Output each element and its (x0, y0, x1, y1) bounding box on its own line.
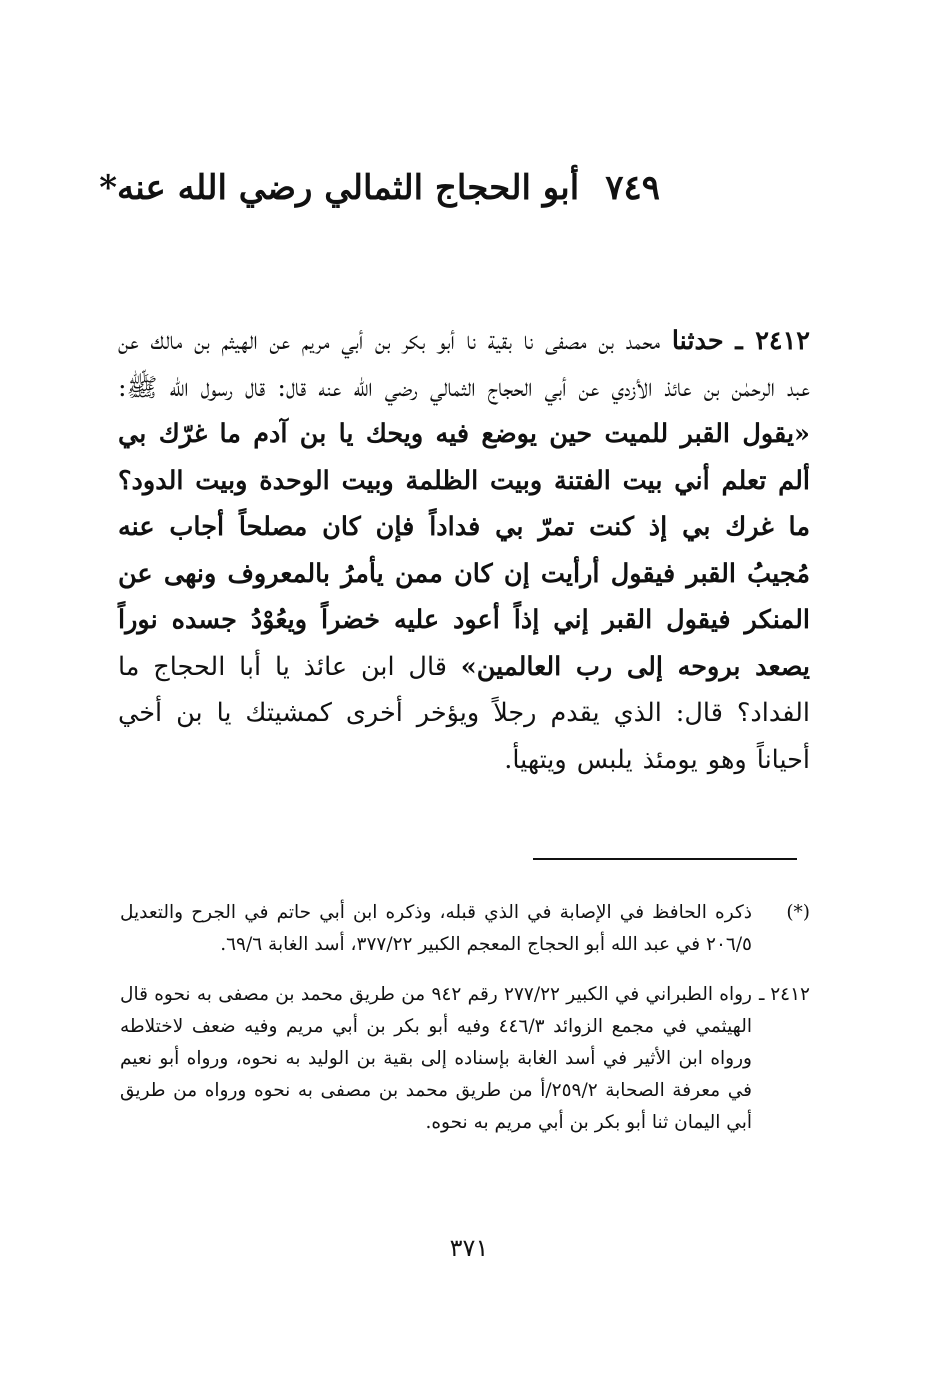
hadith-matn: «يقول القبر للميت حين يوضع فيه ويحك يا بن آدم ما غرّك بي ألم تعلم أني بيت الفتنة وبيت الظلمة وبيت الوحدة وبيت الدود؟ ما غرك بي إذ كنت تمرّ بي فداداً فإن كان مصلحاً أجاب عنه مُجيبُ القبر فيقول أرأيت إن كان ممن يأمرُ بالمعروف ونهى عن المنكر فيقول القبر إني إذاً أعود عليه خضراً ويعُوْدُ جسده نوراً يصعد بروحه إلى رب العالمين» (118, 419, 811, 682)
page-number: ٣٧١ (449, 1234, 489, 1262)
footnote-text: رواه الطبراني في الكبير ٢٧٧/٢٢ رقم ٩٤٢ من طريق محمد بن مصفى به نحوه قال الهيثمي في مجمع الزوائد ٤٤٦/٣ وفيه أبو بكر بن أبي مريم وفيه ضعف لاختلاطه ورواه ابن الأثير في أسد الغابة بإسناده إلى بقية بن الوليد به نحوه، ورواه أبو نعيم في معرفة الصحابة ٢٥٩/٢/أ من طريق محمد بن مصفى به نحوه ورواه من طريق أبي اليمان ثنا أبو بكر بن أبي مريم به نحوه. (120, 984, 752, 1133)
footnote-separator (533, 858, 797, 860)
hadith-isnad: محمد بن مصفى نا بقية نا أبو بكر بن أبي مريم عن الهيثم بن مالك عن عبد الرحمٰن بن عائذ الأزدي عن أبي الحجاج الثمالي رضي الله عنه قال: قال رسول الله ﷺ: (118, 326, 810, 403)
chain-label: حدثنا (671, 326, 724, 356)
footnotes (120, 897, 810, 1139)
footnote-item (120, 897, 810, 961)
footnote-item (120, 979, 810, 1139)
footnote-text: ذكره الحافظ في الإصابة في الذي قبله، وذكره ابن أبي حاتم في الجرح والتعديل ٢٠٦/٥ في عبد الله أبو الحجاج المعجم الكبير ٣٧٧/٢٢، أسد الغابة ٦٩/٦. (120, 902, 752, 955)
hadith-text (118, 318, 810, 783)
footnote-mark: (*) (786, 902, 810, 923)
footnote-mark: ٢٤١٢ ـ (758, 984, 810, 1005)
hadith-number: ٢٤١٢ ـ (735, 326, 810, 356)
chapter-title: أبو الحجاج الثمالي رضي الله عنه* (99, 168, 580, 208)
chapter-heading (99, 158, 660, 218)
chapter-number: ٧٤٩ (605, 168, 660, 208)
hadith-continuation: قال ابن عائذ يا أبا الحجاج ما الفداد؟ قال: الذي يقدم رجلاً ويؤخر أخرى كمشيتك يا بن أخي أحياناً وهو يومئذ يلبس ويتهيأ. (118, 651, 810, 775)
